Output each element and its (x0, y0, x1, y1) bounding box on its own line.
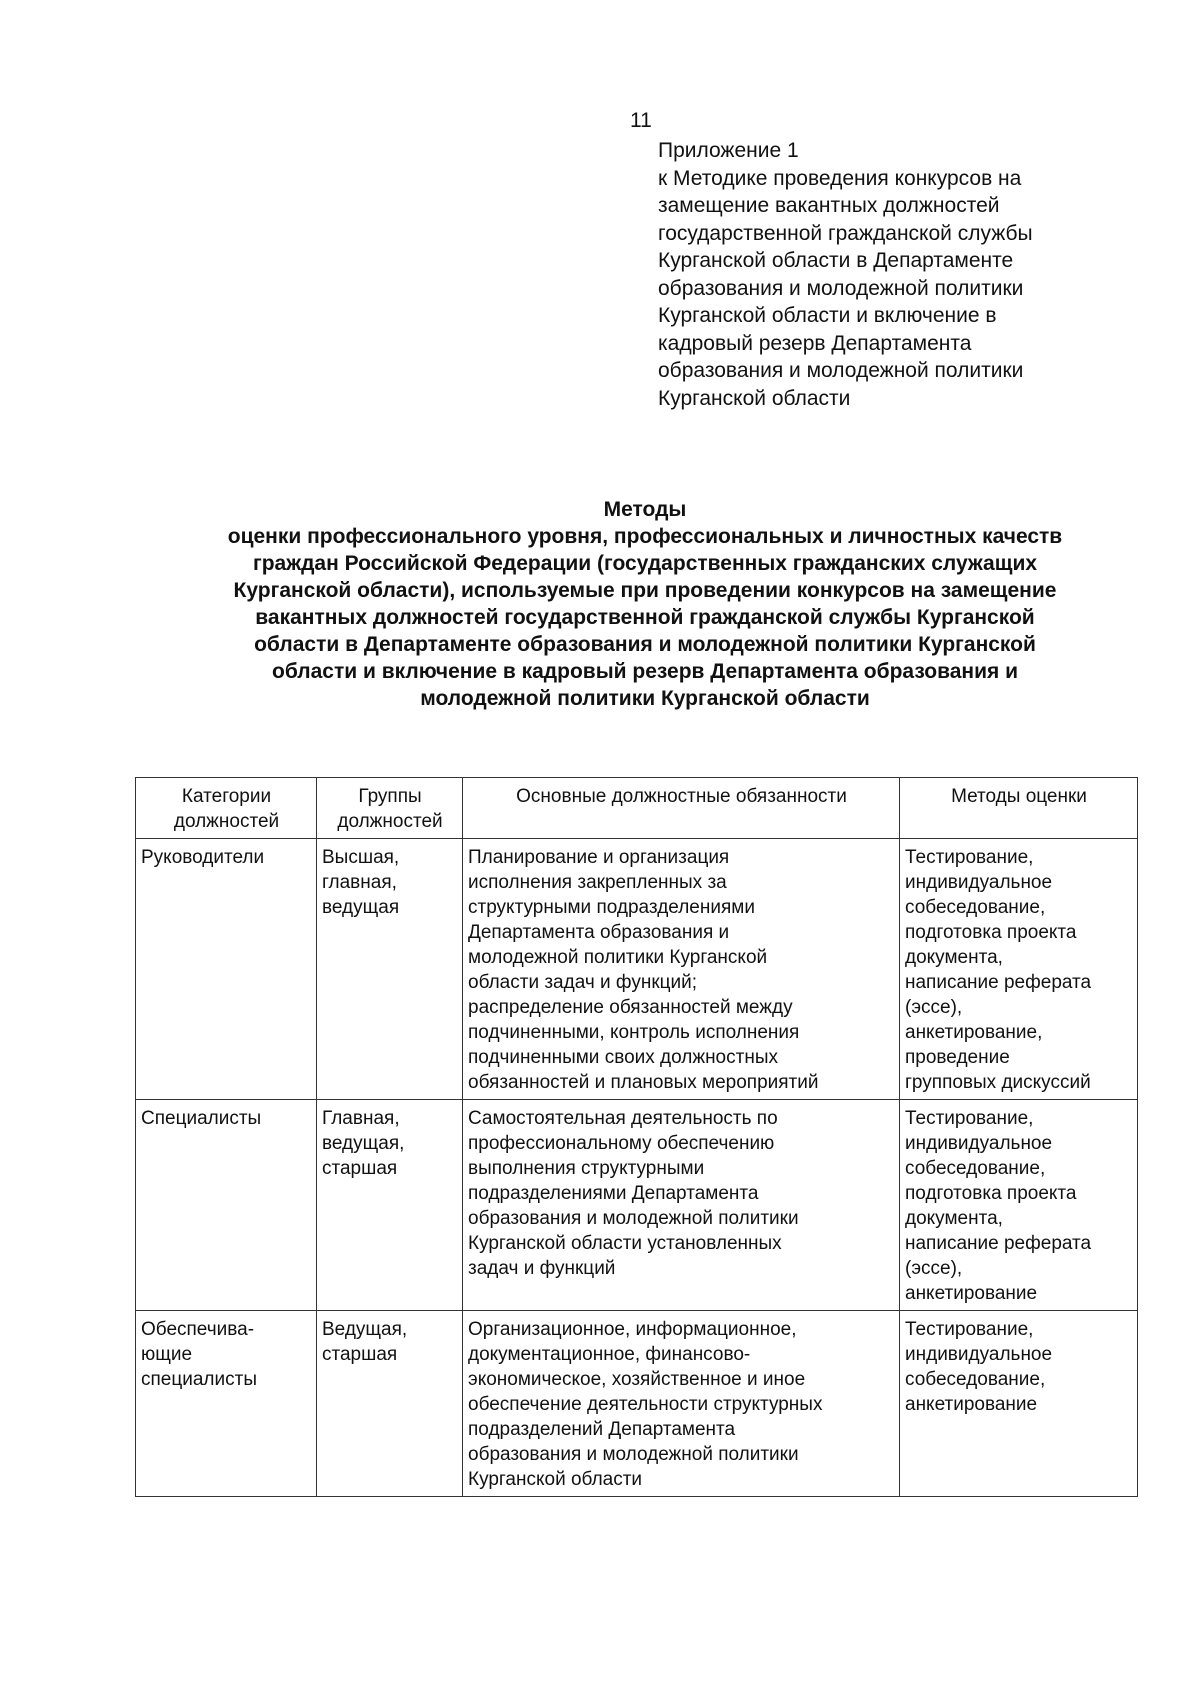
cell-line: Специалисты (141, 1108, 262, 1129)
cell-line: написание реферата (905, 972, 1092, 993)
appendix-line: замещение вакантных должностей (658, 194, 1000, 217)
cell-line: ющие (141, 1344, 193, 1365)
title-line: Методы (603, 498, 687, 521)
appendix-line: Курганской области в Департаменте (658, 249, 1014, 272)
appendix-line: государственной гражданской службы (658, 221, 1033, 245)
cell-duties (463, 1311, 900, 1497)
header-line: Группы (358, 786, 422, 807)
cell-line: Главная, (322, 1108, 400, 1129)
cell-line: индивидуальное (905, 1133, 1053, 1154)
table-header-row (136, 778, 1138, 839)
cell-line: анкетирование (905, 1283, 1038, 1304)
appendix-line: Курганской области и включение в (658, 304, 997, 327)
cell-line: собеседование, (905, 1369, 1046, 1390)
cell-line: Самостоятельная деятельность по (468, 1108, 778, 1129)
cell-line: образования и молодежной политики (468, 1208, 799, 1229)
cell-line: ведущая, (322, 1133, 405, 1154)
cell-line: структурными подразделениями (468, 897, 755, 918)
cell-line: собеседование, (905, 1158, 1046, 1179)
cell-category (136, 839, 317, 1100)
cell-line: индивидуальное (905, 872, 1053, 893)
cell-methods (900, 839, 1138, 1100)
header-line: Категории (181, 786, 272, 807)
header-line: должностей (337, 811, 443, 832)
cell-line: старшая (322, 1158, 398, 1179)
cell-groups (317, 839, 463, 1100)
cell-line: главная, (322, 872, 397, 893)
table-row (136, 839, 1138, 1100)
cell-line: собеседование, (905, 897, 1046, 918)
cell-line: обеспечение деятельности структурных (468, 1394, 823, 1415)
cell-line: экономическое, хозяйственное и иное (468, 1369, 806, 1390)
cell-line: Тестирование, (905, 847, 1034, 868)
cell-line: Планирование и организация (468, 847, 730, 868)
cell-line: анкетирование (905, 1394, 1038, 1415)
cell-line: документационное, финансово- (468, 1344, 751, 1365)
cell-line: анкетирование, (905, 1022, 1043, 1043)
cell-line: Ведущая, (322, 1319, 408, 1340)
title-line: Курганской области), используемые при проведении конкурсов на замещение (233, 579, 1057, 602)
title-line: вакантных должностей государственной гражданской службы Курганской (255, 606, 1035, 629)
cell-line: (эссе), (905, 1258, 963, 1279)
cell-line: Курганской области (468, 1469, 643, 1490)
cell-line: профессиональному обеспечению (468, 1133, 775, 1154)
cell-line: ведущая (322, 897, 400, 918)
cell-line: подчиненными своих должностных (468, 1047, 778, 1068)
cell-methods (900, 1311, 1138, 1497)
document-title (120, 496, 1170, 712)
cell-line: исполнения закрепленных за (468, 872, 727, 893)
page-number: 11 (630, 109, 652, 132)
cell-line: области задач и функций; (468, 972, 698, 993)
cell-duties (463, 839, 900, 1100)
appendix-note (658, 137, 1138, 412)
cell-line: распределение обязанностей между (468, 997, 793, 1018)
cell-line: подчиненными, контроль исполнения (468, 1022, 800, 1043)
cell-line: молодежной политики Курганской (468, 947, 768, 968)
cell-duties (463, 1100, 900, 1311)
title-line: граждан Российской Федерации (государственных гражданских служащих (252, 552, 1038, 575)
cell-line: подразделений Департамента (468, 1419, 736, 1440)
cell-line: подразделениями Департамента (468, 1183, 759, 1204)
title-line: области в Департаменте образования и молодежной политики Курганской (254, 633, 1036, 656)
header-categories (136, 778, 317, 839)
cell-line: подготовка проекта (905, 922, 1077, 943)
cell-category (136, 1311, 317, 1497)
title-line: молодежной политики Курганской области (420, 687, 870, 710)
header-line: Методы оценки (951, 786, 1087, 807)
cell-line: подготовка проекта (905, 1183, 1077, 1204)
cell-line: специалисты (141, 1369, 257, 1390)
cell-line: Организационное, информационное, (468, 1319, 797, 1340)
cell-line: Руководители (141, 847, 265, 868)
header-groups (317, 778, 463, 839)
header-line: Основные должностные обязанности (516, 786, 847, 807)
title-line: оценки профессионального уровня, профессиональных и личностных качеств (227, 525, 1063, 548)
cell-methods (900, 1100, 1138, 1311)
title-line: области и включение в кадровый резерв Департамента образования и (272, 660, 1018, 683)
cell-category (136, 1100, 317, 1311)
cell-line: (эссе), (905, 997, 963, 1018)
cell-line: Курганской области установленных (468, 1233, 782, 1254)
cell-line: групповых дискуссий (905, 1072, 1091, 1093)
cell-line: документа, (905, 947, 1003, 968)
header-line: должностей (173, 811, 280, 832)
cell-line: документа, (905, 1208, 1003, 1229)
appendix-line: Курганской области (658, 386, 851, 410)
table-row (136, 1100, 1138, 1311)
appendix-line: Приложение 1 (658, 139, 799, 162)
cell-line: выполнения структурными (468, 1158, 705, 1179)
assessment-methods-table (135, 777, 1138, 1497)
cell-line: индивидуальное (905, 1344, 1053, 1365)
cell-line: проведение (905, 1047, 1010, 1068)
header-methods (900, 778, 1138, 839)
cell-line: старшая (322, 1344, 398, 1365)
cell-line: Тестирование, (905, 1319, 1034, 1340)
cell-groups (317, 1311, 463, 1497)
appendix-line: к Методике проведения конкурсов на (658, 166, 1022, 190)
table-row (136, 1311, 1138, 1497)
cell-line: задач и функций (468, 1258, 616, 1279)
cell-line: Высшая, (322, 847, 400, 868)
cell-line: образования и молодежной политики (468, 1444, 799, 1465)
cell-groups (317, 1100, 463, 1311)
appendix-line: образования и молодежной политики (658, 359, 1024, 382)
appendix-line: кадровый резерв Департамента (658, 331, 972, 355)
cell-line: написание реферата (905, 1233, 1092, 1254)
cell-line: Тестирование, (905, 1108, 1034, 1129)
header-duties (463, 778, 900, 839)
appendix-line: образования и молодежной политики (658, 276, 1024, 300)
cell-line: Обеспечива- (141, 1319, 255, 1340)
cell-line: Департамента образования и (468, 922, 730, 943)
cell-line: обязанностей и плановых мероприятий (468, 1072, 819, 1093)
